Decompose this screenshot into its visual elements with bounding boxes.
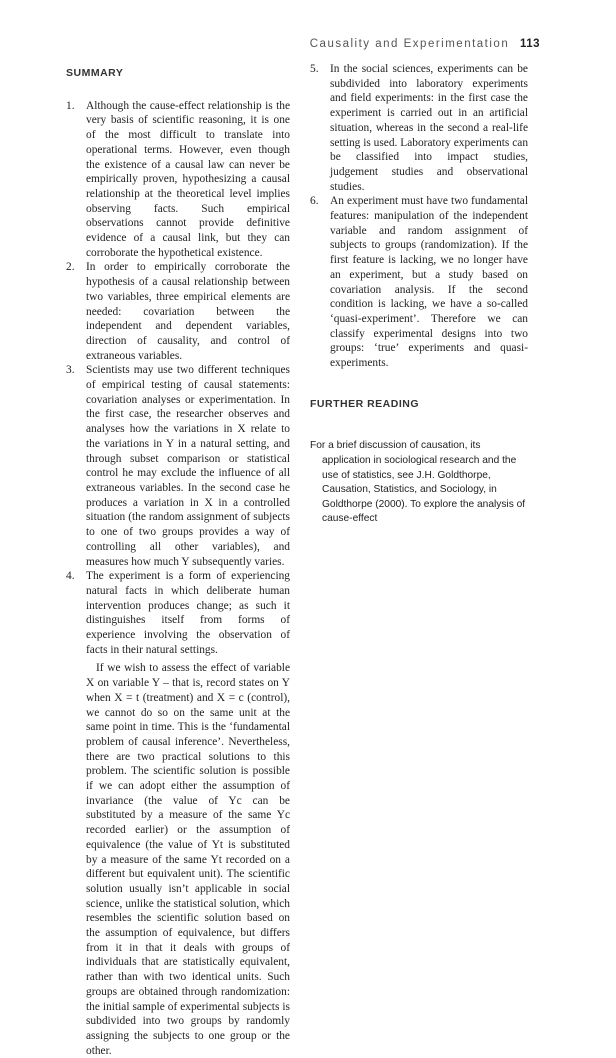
- item-number: 1.: [66, 99, 75, 112]
- item-number: 3.: [66, 364, 75, 377]
- summary-heading: SUMMARY: [66, 67, 124, 79]
- item-text: In order to empirically corroborate the hypothesis of a causal relationship between two variables, three empirical elements are needed: covariation between the independent and dependent variables, direction of causality, and control of extraneous variables.: [86, 261, 290, 362]
- summary-item-1: [66, 99, 290, 261]
- item-number: 5.: [310, 63, 319, 75]
- running-header: [310, 38, 540, 50]
- summary-item-6: [310, 194, 528, 370]
- running-title: Causality and Experimentation: [309, 38, 510, 50]
- summary-item-3: [66, 363, 290, 569]
- left-column: [66, 62, 290, 1058]
- item-number: 2.: [66, 261, 75, 274]
- summary-item-2: [66, 260, 290, 363]
- item-text: In the social sciences, experiments can be subdivided into laboratory experiments and field experiments: in the first case the experiment is carried out in an artificial situation, whereas in the second a real-life setting is used. Laboratory experiments can be classified into impact studies, judgement studies and observational studies.: [330, 63, 529, 193]
- item-text: Although the cause-effect relationship is the very basis of scientific reasoning, it is one of the most difficult to translate into operational terms. However, even though the existence of a causal law can never be empirically proven, hypothesizing a causal relationship at the theoretical level implies observing facts. Such empirical observations cannot provide definitive evidence of a causal link, but they can corroborate the hypothetical existence.: [86, 99, 290, 259]
- item-number: 4.: [66, 570, 75, 583]
- summary-item-4: [66, 569, 290, 1058]
- further-reading-heading: FURTHER READING: [310, 397, 419, 410]
- page-number: 113: [519, 38, 540, 50]
- right-column: [310, 62, 528, 527]
- summary-list-continued: [310, 62, 528, 371]
- summary-item-5: [310, 62, 528, 194]
- item-text: The experiment is a form of experiencing natural facts in which deliberate human intervention produces change; as such it distinguishes itself from forms of experience involving the observation of facts in their natural settings.: [86, 570, 290, 656]
- item-continuation: If we wish to assess the effect of variable X on variable Y – that is, record states on Y when X = t (treatment) and X = c (control), we cannot do so on the same unit at the same point in time. This is the ‘fundamental problem of causal inference’. Nevertheless, there are two practical solutions to this problem. The scientific solution is possible if we can adopt either the assumption of invariance (the value of Yc can be substituted by a measure of the same Yc recorded earlier) or the assumption of equivalence (the value of Yt is substituted by a measure of the same Yt recorded on a different but equivalent unit). The scientific solution usually isn’t applicable in social science, unlike the statistical solution, which resembles the scientific solution based on the assumption of equivalence, but differs from it in that it deals with groups of individuals that are statistically equivalent, rather than with two identical units. Such groups are obtained through randomization: the initial sample of experimental subjects is subdivided into two groups by randomly assigning the subjects to one group or the other.: [86, 662, 290, 1057]
- item-text: Scientists may use two different techniques of empirical testing of causal statements: covariation analyses or experimentation. In the first case, the researcher observes and analyses how the variations in X relate to the variations in Y in a natural setting, and through subset comparison or statistical control he may exclude the influence of all extraneous variables. In the second case he produces a variation in X in a controlled situation (the random assignment of subjects to one of two groups provides a way of controlling all other variables), and measures how much Y subsequently varies.: [86, 364, 290, 568]
- further-reading-text: For a brief discussion of causation, its application in sociological research and the use of statistics, see J.H. Goldthorpe, Causation, Statistics, and Sociology, in Goldthorpe (2000). To explore the analysis of cause-effect: [310, 440, 526, 525]
- item-text: An experiment must have two fundamental features: manipulation of the independent variable and random assignment of subjects to groups (randomization). If the first feature is lacking, we no longer have an experiment, but a study based on covariation analysis. If the second condition is lacking, we have a so-called ‘quasi-experiment’. Therefore we can classify experimental designs into two groups: ‘true’ experiments and quasi-experiments.: [330, 195, 528, 370]
- item-number: 6.: [310, 195, 319, 208]
- summary-list: [66, 99, 290, 1058]
